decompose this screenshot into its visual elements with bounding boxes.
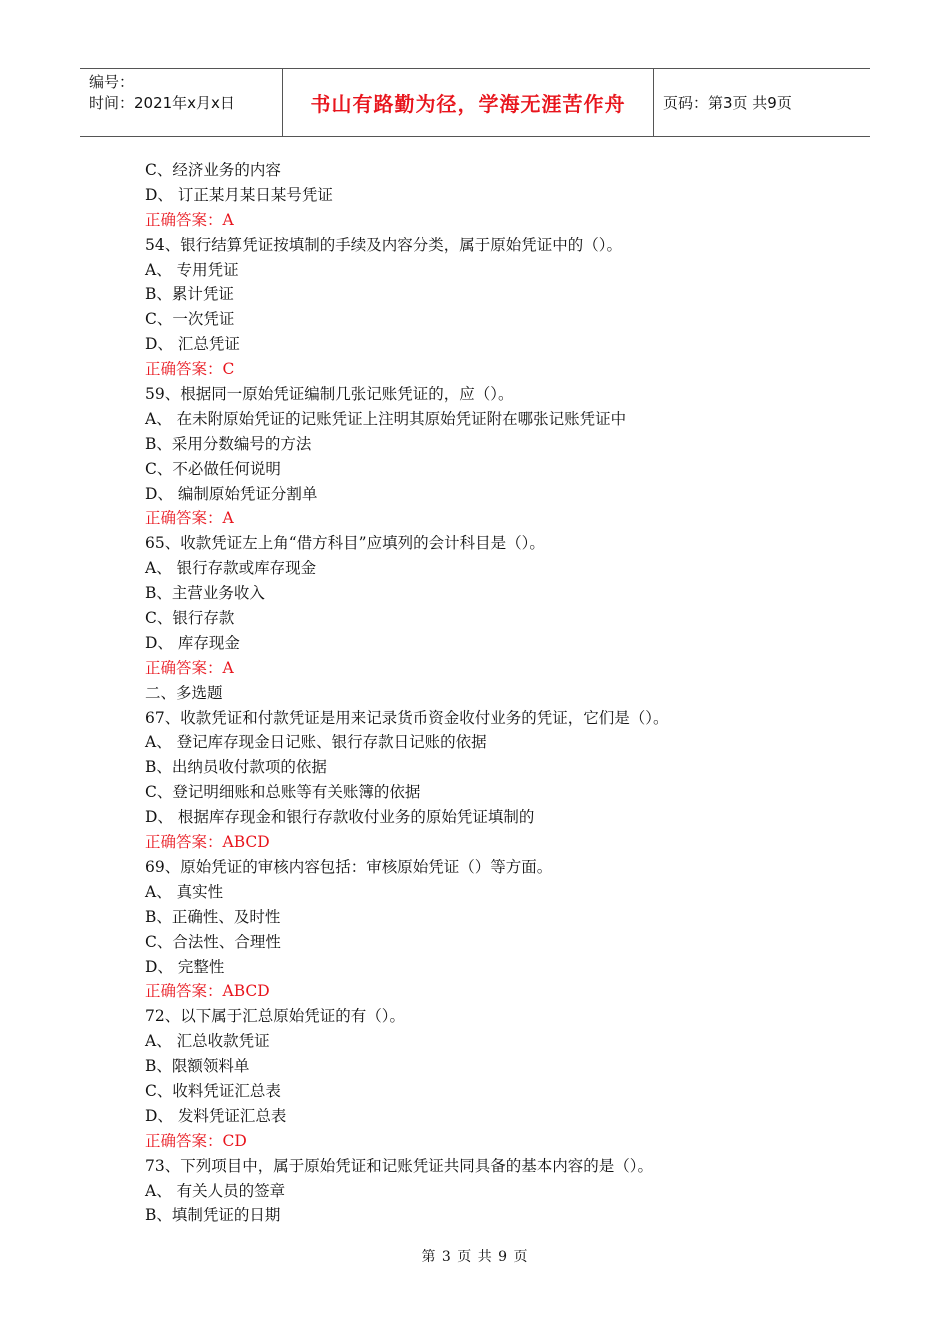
question-text-line: 69、原始凭证的审核内容包括：审核原始凭证（）等方面。 <box>145 857 553 876</box>
question-text-line: A、 登记库存现金日记账、银行存款日记账的依据 <box>145 733 487 752</box>
question-text-line: 67、收款凭证和付款凭证是用来记录货币资金收付业务的凭证，它们是（）。 <box>145 708 669 727</box>
question-text-line: A、 在未附原始凭证的记账凭证上注明其原始凭证附在哪张记账凭证中 <box>145 409 627 428</box>
page-footer: 第 3 页 共 9 页 <box>421 1249 529 1265</box>
question-text-line: A、 银行存款或库存现金 <box>145 559 317 578</box>
page-header <box>80 68 870 137</box>
question-text-line: C、银行存款 <box>145 609 235 628</box>
question-text-line: B、主营业务收入 <box>145 584 265 603</box>
question-text-line: 72、以下属于汇总原始凭证的有（）。 <box>145 1007 405 1026</box>
question-text-line: C、不必做任何说明 <box>145 459 281 478</box>
correct-answer-line: 正确答案：ABCD <box>145 982 270 1001</box>
header-page-info-cell <box>654 69 870 136</box>
question-text-line: C、收料凭证汇总表 <box>145 1081 281 1100</box>
correct-answer-line: 正确答案：A <box>145 509 234 528</box>
question-text-line: 59、根据同一原始凭证编制几张记账凭证的，应（）。 <box>145 385 514 404</box>
question-text-line: B、出纳员收付款项的依据 <box>145 758 327 777</box>
question-content <box>145 158 865 1228</box>
question-text-line: C、一次凭证 <box>145 310 235 329</box>
question-text-line: 54、银行结算凭证按填制的手续及内容分类，属于原始凭证中的（）。 <box>145 235 622 254</box>
question-text-line: D、 发料凭证汇总表 <box>145 1106 287 1125</box>
question-text-line: D、 库存现金 <box>145 633 240 652</box>
header-meta <box>80 69 282 136</box>
header-motto: 书山有路勤为径，学海无涯苦作舟 <box>310 92 626 116</box>
question-text-line: A、 专用凭证 <box>145 260 239 279</box>
question-text-line: 65、收款凭证左上角“借方科目”应填列的会计科目是（）。 <box>145 534 545 553</box>
document-time-label: 时间：2021年x月x日 <box>89 94 235 112</box>
question-text-line: B、填制凭证的日期 <box>145 1206 281 1225</box>
question-text-line: 二、多选题 <box>145 683 223 702</box>
header-page-info: 页码：第3页 共9页 <box>663 94 792 112</box>
question-text-line: A、 汇总收款凭证 <box>145 1032 270 1051</box>
question-text-line: D、 根据库存现金和银行存款收付业务的原始凭证填制的 <box>145 808 535 827</box>
question-text-line: D、 完整性 <box>145 957 225 976</box>
question-text-line: D、 编制原始凭证分割单 <box>145 484 318 503</box>
correct-answer-line: 正确答案：A <box>145 658 234 677</box>
question-text-line: B、限额领料单 <box>145 1057 250 1076</box>
question-text-line: 73、下列项目中，属于原始凭证和记账凭证共同具备的基本内容的是（）。 <box>145 1156 653 1175</box>
correct-answer-line: 正确答案：ABCD <box>145 833 270 852</box>
question-text-line: B、累计凭证 <box>145 285 234 304</box>
question-text-line: D、 汇总凭证 <box>145 335 240 354</box>
correct-answer-line: 正确答案：C <box>145 360 235 379</box>
document-number-label: 编号： <box>89 73 135 91</box>
question-text-line: B、正确性、及时性 <box>145 907 281 926</box>
question-text-line: C、经济业务的内容 <box>145 161 281 179</box>
correct-answer-line: 正确答案：CD <box>145 1131 247 1150</box>
question-text-line: B、采用分数编号的方法 <box>145 434 312 453</box>
question-text-line: D、 订正某月某日某号凭证 <box>145 185 333 204</box>
header-motto-cell <box>282 69 654 136</box>
question-text-line: A、 真实性 <box>145 882 224 901</box>
correct-answer-line: 正确答案：A <box>145 210 234 229</box>
question-text-line: A、 有关人员的签章 <box>145 1181 286 1200</box>
question-text-line: C、合法性、合理性 <box>145 932 281 951</box>
question-text-line: C、登记明细账和总账等有关账簿的依据 <box>145 783 421 802</box>
